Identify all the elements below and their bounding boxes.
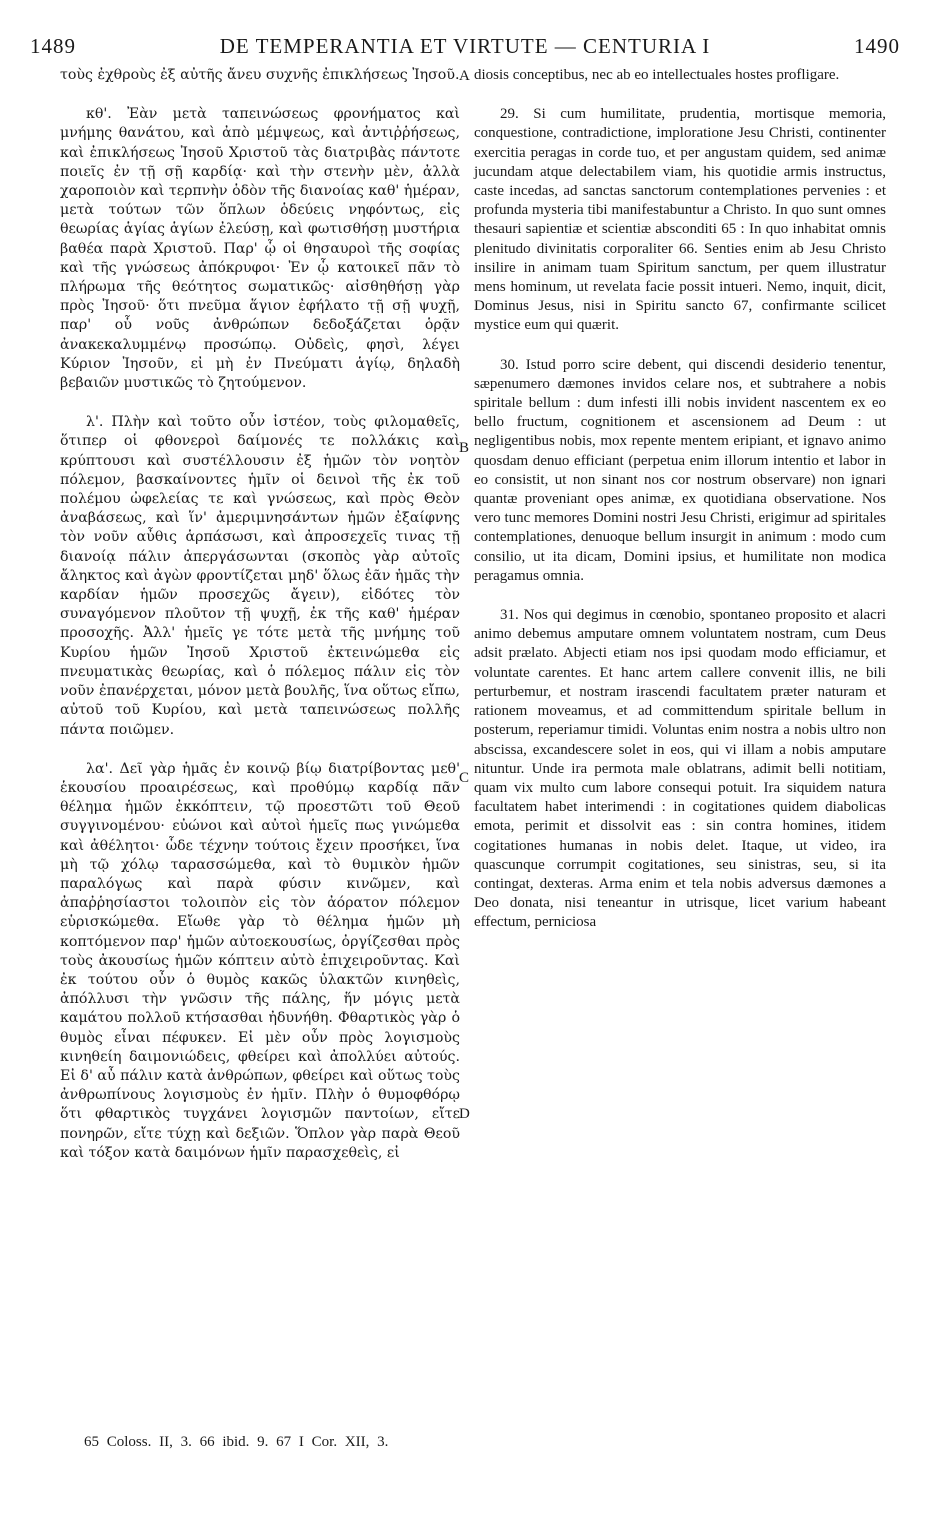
- greek-paragraph-30: λ'. Πλὴν καὶ τοῦτο οὖν ἰστέον, τοὺς φιλομαθεῖς, ὅτιπερ οἱ φθονεροὶ δαίμονές τε πολλάκις καὶ κρύπτουσι καὶ συστέλλουσιν ἐξ ἡμῶν τὸν νοητὸν πόλεμον, βασκαίνοντες ἡμῖν οἱ δεινοὶ τῆς ἐκ τοῦ πολέμου ὠφελείας τε καὶ γνώσεως, καὶ πρὸς Θεὸν ἀναβάσεως, καὶ ἵν' ἀμεριμνησάντων ἡμῶν ἐξαίφνης τὸν νοῦν αὖθις ἁρπάσωσι, καὶ ἀπροσεχεῖς τινας τῇ διανοίᾳ πάλιν ἀπεργάσωνται (σκοπὸς γὰρ αὐτοῖς ἄληκτος καὶ ἀγὼν φροντίζεται μηδ' ὅλως ἐᾶν ἡμᾶς τὴν καρδίαν ἡμῶν προσεχῶς ἄγειν), εἰδότες τὸν συναγόμενον πλοῦτον τῇ ψυχῇ, ἐκ τῆς καθ' ἡμέραν προσοχῆς. Ἀλλ' ἡμεῖς γε τότε μετὰ τῆς μνήμης τοῦ Κυρίου ἡμῶν Ἰησοῦ Χριστοῦ ἐκτεινώμεθα εἰς πνευματικὰς θεωρίας, καὶ ὁ πόλεμος πάλιν εἰς τὸν νοῦν ἐπανέρχεται, μόνον μετὰ βουλῆς, ἵνα οὕτως εἴπω, αὐτοῦ τοῦ Κυρίου, καὶ μετὰ ταπεινώσεως πολλῆς πάντα ποιῶμεν.: [60, 414, 460, 738]
- margin-marker-d: D: [459, 1106, 470, 1122]
- page-header: [30, 34, 900, 60]
- greek-continuation: τοὺς ἐχθροὺς ἐξ αὐτῆς ἄνευ συχνῆς ἐπικλήσεως Ἰησοῦ.: [60, 67, 460, 83]
- latin-column: [474, 66, 886, 953]
- running-title: DE TEMPERANTIA ET VIRTUTE — CENTURIA I: [219, 34, 711, 58]
- page-number-right: 1490: [854, 34, 900, 58]
- latin-paragraph-29: 29. Si cum humilitate, prudentia, mortisque memoria, conquestione, contradictione, imploratione Jesu Christi, continenter exercitia peragas in corde tuo, et per angustam quidem, sed animæ jucundam atque delectabilem viam, his quotidie armis instructus, caste incedas, ad sanctas sanctorum contemplationes pervenies : et profunda mysteria tibi manifestabuntur a Christo. In quo sunt omnes thesauri sapientiæ et scientiæ absconditi 65 : In quo inhabitat omnis plenitudo divinitatis corporaliter 66. Senties enim ab Jesu Christo insilire in animam tuam Spiritum sanctum, per quem illustratur mens hominum, ut revelata facie possit intueri. Nemo, inquit, dicit, Dominus Jesus, nisi in Spiritu sancto 67, confirmante scilicet mystice eum qui quærit.: [474, 106, 886, 334]
- latin-paragraph-31: 31. Nos qui degimus in cœnobio, spontaneo proposito et alacri animo debemus amputare omnem voluntatem nostram, cum Deus adsit prælato. Abjecti etiam nos ipsi quodam modo efficiamur, et voluntate carentes. Et hanc artem callere convenit illis, ne bili perturbemur, et nostram irascendi facultatem præter naturam et rationem moveamus, et ad committendum spiritale bellum in posterum, reperiamur timidi. Voluntas enim nostra a nobis ultro non abscissa, excandescere solet in eos, qui vi illam a nobis amputare nituntur. Unde ira permota male oblatrans, adimit belli notitiam, quam vix multo cum labore consequi potuit. Ira siquidem natura facultatem habet interimendi : in cogitationes quidem diabolicas emota, perimit et dissolvit eas : sin contra homines, itidem cogitationes humanas in nobis delet. Itaque, ut video, ira quascunque corrumpit cogitationes, seu sinistras, seu, si ita contingat, dexteras. Arma enim et tela nobis adversus dæmones a Deo donata, nisi teneantur in utrisque, licet varium habeant effectum, perniciosa: [474, 607, 886, 931]
- latin-paragraph-30: 30. Istud porro scire debent, qui discendi desiderio tenentur, sæpenumero dæmones invidos celare nos, et subtrahere a nobis spiritale bellum : dum infesti illi nobis invident nascentem ex eo bello fructum, cognitionem et ascensionem ad Deum : ut negligentibus nobis, mox repente mentem eripiant, et ignavo animo quosdam denuo efficiant (perpetua enim illorum intentio et labor in eo consistit, ut non sinant nos cor nostrum observare) non ignari quantæ proveniant opes animæ, ex quotidiana observatione. Nos vero tunc memores Domini nostri Jesu Christi, erigimur ad spiritales contemplationes, denuoque bellum insurgit in animum : modo cum consilio, ut ita dicam, Domini ipsius, et humilitate non modica peragamus omnia.: [474, 356, 886, 584]
- margin-marker-c: C: [459, 770, 470, 786]
- margin-marker-a: A: [459, 68, 470, 84]
- footnotes: 65 Coloss. II, 3. 66 ibid. 9. 67 I Cor. XII, 3.: [84, 1434, 389, 1450]
- latin-continuation: diosis conceptibus, nec ab eo intellectuales hostes profligare.: [474, 67, 840, 83]
- margin-marker-b: B: [459, 440, 470, 456]
- greek-paragraph-31: λα'. Δεῖ γὰρ ἡμᾶς ἐν κοινῷ βίῳ διατρίβοντας μεθ' ἑκουσίου προαιρέσεως, καὶ προθύμῳ καρδίᾳ πᾶν θέλημα ἡμῶν ἐκκόπτειν, τῷ προεστῶτι τοῦ Θεοῦ συγγινομένου· εὐώνοι καὶ αὐτοὶ ἡμεῖς πως γινώμεθα καὶ ἀθέλητοι· ὧδε τέχνην τούτοις ἔχειν προσήκει, ἵνα μὴ τῷ χόλῳ ταρασσώμεθα, καὶ τὸ θυμικὸν ἡμῶν παραλόγως καὶ παρὰ φύσιν κινῶμεν, καὶ ἀπαῤῥησίαστοι τολοιπὸν εἰς τὸν ἀόρατον πόλεμον εὑρισκώμεθα. Εἴωθε γὰρ τὸ θέλημα ἡμῶν μὴ κοπτόμενον παρ' ἡμῶν αὐτοεκουσίως, ὀργίζεσθαι πρὸς τοὺς ἀκουσίως ἡμῶν κόπτειν αὐτὸ ἐπιχειροῦντας. Καὶ ἐκ τούτου οὖν ὁ θυμὸς κακῶς ὑλακτῶν κινηθεὶς, ἀπόλλυσι τὴν γνῶσιν τῆς πάλης, ἥν μόγις μετὰ καμάτου πολλοῦ κτήσασθαι ἠδυνήθη. Φθαρτικὸς γὰρ ὁ θυμὸς εἶναι πέφυκεν. Εἰ μὲν οὖν πρὸς λογισμοὺς κινηθείη δαιμονιώδεις, φθείρει καὶ ἀπολλύει αὐτούς. Εἰ δ' αὖ πάλιν κατὰ ἀνθρώπων, φθείρει καὶ οὕτως τοὺς ἀνθρωπίνους λογισμοὺς ἐν ἡμῖν. Πλὴν ὁ θυμοφθόρῳ ὅτι φθαρτικὸς τυγχάνει λογισμῶν παντοίων, εἴτε πονηρῶν, εἴτε τύχῃ καὶ δεξιῶν. Ὅπλον γὰρ παρὰ Θεοῦ καὶ τόξον κατὰ δαιμόνων ἡμῖν παρασχεθεὶς, εἰ: [60, 760, 460, 1161]
- greek-paragraph-29: κθ'. Ἐὰν μετὰ ταπεινώσεως φρονήματος καὶ μνήμης θανάτου, καὶ ἀπὸ μέμψεως, καὶ ἀντιῤῥήσεως, καὶ ἐπικλήσεως Ἰησοῦ Χριστοῦ τὰς διατριβὰς πάντοτε ποιεῖς ἐν τῇ σῇ καρδίᾳ· καὶ τὴν στενὴν μὲν, ἀλλὰ χαροποιὸν καὶ τερπνὴν ὁδὸν τῆς διανοίας καθ' ἡμέραν, μετὰ τούτων τῶν ὅπλων ὁδεύεις νηφόντως, εἰς θεωρίας ἁγίας ἁγίων ἐλεύσῃ, καὶ φωτισθήσῃ μυστήρια βαθέα παρὰ Χριστοῦ. Παρ' ᾧ οἱ θησαυροὶ τῆς σοφίας καὶ τῆς γνώσεως ἀπόκρυφοι· Ἐν ᾧ κατοικεῖ πᾶν τὸ πλήρωμα τῆς θεότητος σωματικῶς· αἰσθηθήσῃ γὰρ πρὸς Ἰησοῦ· ὅτι πνεῦμα ἅγιον ἐφήλατο τῇ σῇ ψυχῇ, παρ' οὗ νοῦς ἀνθρώπων δεδοξάζεται ὁρᾷν ἀνακεκαλυμμένῳ προσώπῳ. Οὐδεὶς, φησὶ, λέγει Κύριον Ἰησοῦν, εἰ μὴ ἐν Πνεύματι ἁγίῳ, δηλαδὴ βεβαιῶν μυστικῶς τὸ ζητούμενον.: [60, 106, 460, 392]
- greek-column: [60, 66, 460, 1183]
- page-number-left: 1489: [30, 34, 76, 58]
